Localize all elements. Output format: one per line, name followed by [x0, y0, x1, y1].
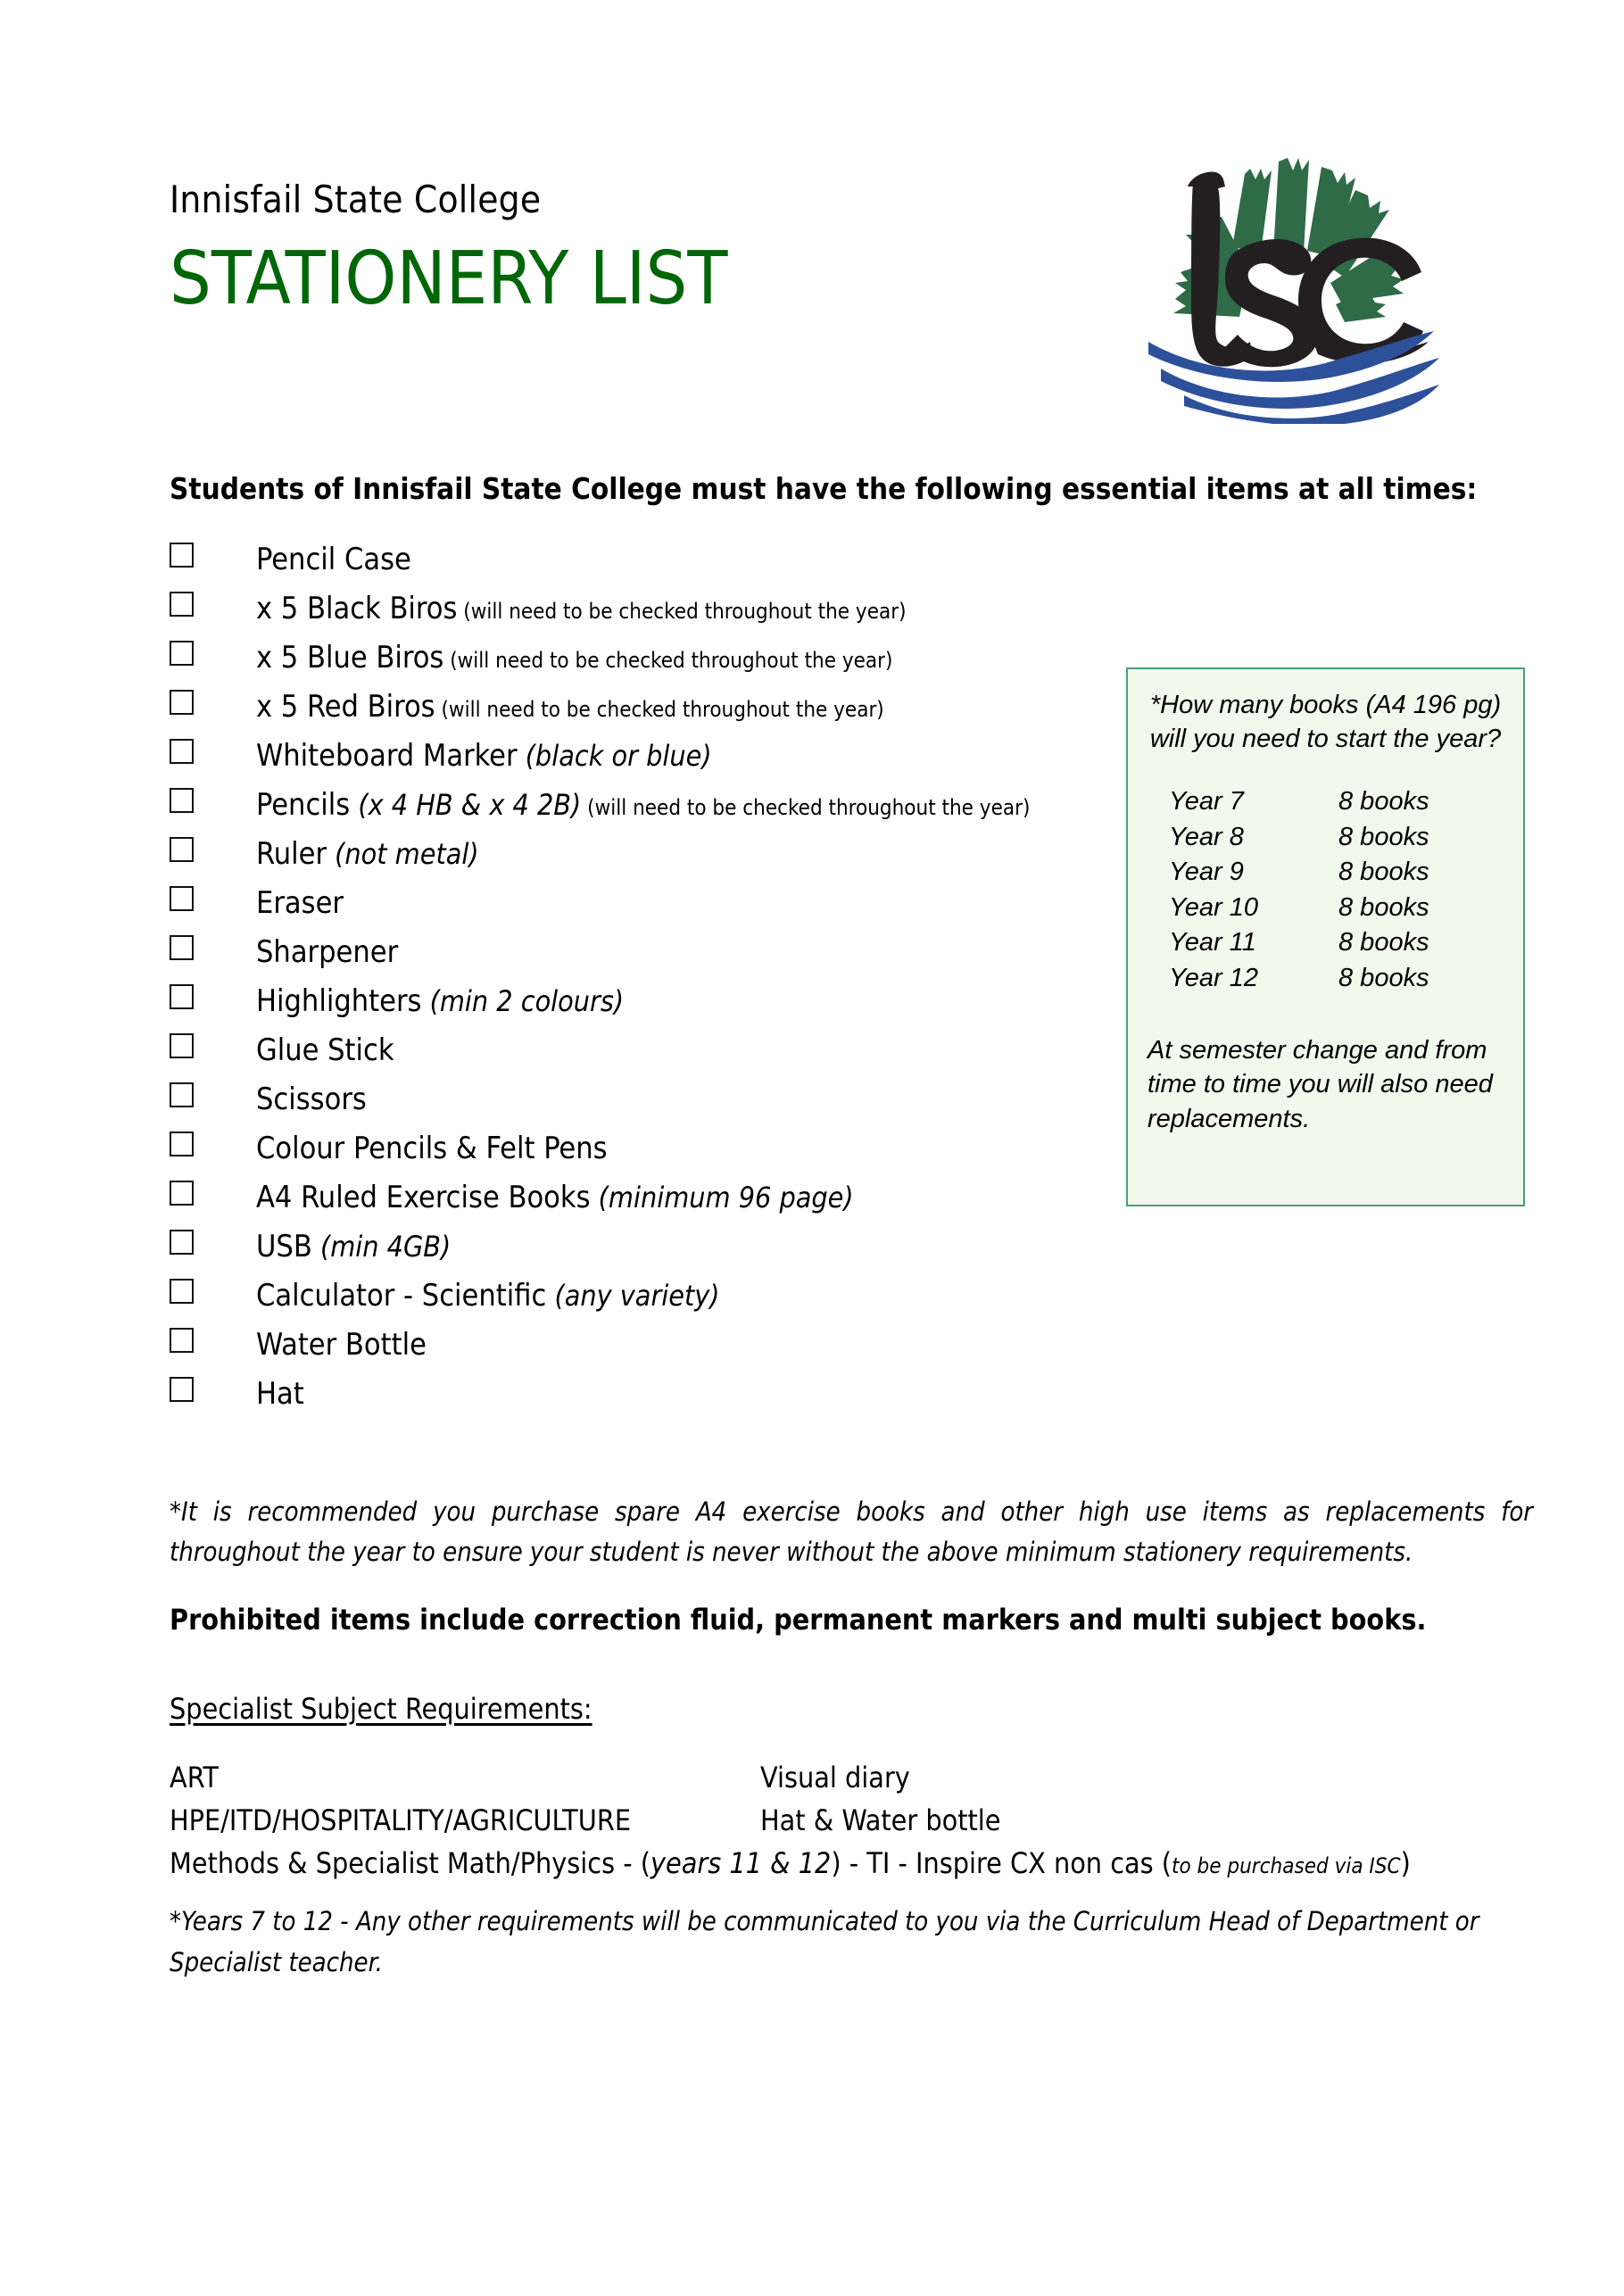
checklist-item-name: x 5 Blue Biros — [256, 640, 444, 676]
prohibited-items-line: Prohibited items include correction fluid, permanent markers and multi subject books. — [170, 1603, 1427, 1637]
checklist-item-name: Pencils — [256, 787, 351, 823]
checklist-item-label — [256, 977, 624, 1026]
specialist-subject-requirement: Hat & Water bottle — [760, 1803, 1001, 1837]
books-year-label: Year 7 — [1169, 787, 1244, 816]
checklist-item-name: Highlighters — [256, 983, 422, 1019]
checklist-item-name: Calculator - Scientific — [256, 1278, 547, 1314]
specialist-subject-row — [170, 1799, 1533, 1842]
specialist-math-years: years 11 & 12 — [650, 1846, 832, 1880]
checklist-item[interactable] — [170, 683, 1151, 732]
checklist-item-italic-note: (black or blue) — [517, 739, 712, 773]
checklist-item[interactable] — [170, 584, 1151, 634]
school-name: Innisfail State College — [170, 178, 542, 221]
books-count-value: 8 books — [1338, 858, 1429, 887]
checklist-item[interactable] — [170, 1124, 1151, 1173]
header-block — [170, 178, 1062, 322]
checklist-item-label — [256, 1075, 367, 1124]
checklist-item-label — [256, 830, 479, 879]
checklist-item-italic-note: (x 4 HB & x 4 2B) — [350, 788, 582, 822]
final-note: *Years 7 to 12 - Any other requirements will be communicated to you via the Curriculum Head of Department or Specialist teacher. — [170, 1906, 1479, 1978]
books-year-row — [1169, 891, 1509, 925]
checklist-item-italic-note: (not metal) — [327, 837, 479, 871]
checklist-item[interactable] — [170, 1370, 1151, 1419]
books-year-label: Year 8 — [1169, 822, 1244, 851]
checklist-item-name: Colour Pencils & Felt Pens — [256, 1131, 608, 1166]
checklist-item-name: USB — [256, 1229, 312, 1264]
checklist-item[interactable] — [170, 928, 1151, 977]
checklist-item-name: A4 Ruled Exercise Books — [256, 1180, 591, 1215]
checklist-item-label — [256, 683, 884, 734]
checklist-item-italic-note: (minimum 96 page) — [590, 1181, 854, 1214]
checklist-item[interactable] — [170, 1026, 1151, 1075]
checklist-item-name: Glue Stick — [256, 1032, 394, 1068]
checklist-item[interactable] — [170, 1075, 1151, 1124]
checklist-item[interactable] — [170, 634, 1151, 683]
recommendation-note: *It is recommended you purchase spare A4 exercise books and other high use items as replacements for throughout the year to ensure your student is never without the above minimum stationery requirements. — [170, 1496, 1533, 1567]
books-count-value: 8 books — [1338, 787, 1429, 816]
checkbox-icon[interactable] — [170, 592, 194, 617]
books-year-row — [1169, 784, 1509, 819]
checklist-item-name: Ruler — [256, 836, 327, 872]
checkbox-icon[interactable] — [170, 1131, 194, 1156]
checkbox-icon[interactable] — [170, 1328, 194, 1353]
books-count-value: 8 books — [1338, 963, 1429, 992]
checklist-item[interactable] — [170, 879, 1151, 928]
checkbox-icon[interactable] — [170, 1230, 194, 1255]
checklist-item[interactable] — [170, 535, 1151, 584]
checkbox-icon[interactable] — [170, 788, 194, 813]
books-year-row — [1169, 961, 1509, 996]
checklist-item-name: Pencil Case — [256, 542, 411, 577]
checklist-item-name: Eraser — [256, 885, 344, 921]
checklist-item[interactable] — [170, 732, 1151, 781]
books-year-label: Year 9 — [1169, 858, 1244, 887]
checklist-item-label — [256, 1321, 427, 1370]
checklist-item-italic-note: (min 2 colours) — [421, 984, 625, 1018]
books-count-value: 8 books — [1338, 892, 1429, 922]
books-count-value: 8 books — [1338, 928, 1429, 957]
checklist-item-label — [256, 1173, 854, 1223]
specialist-math-middle: ) - TI - Inspire CX non cas ( — [831, 1846, 1172, 1880]
books-count-value: 8 books — [1338, 822, 1429, 851]
books-year-row — [1169, 820, 1509, 855]
specialist-subject-heading: Specialist Subject Requirements: — [170, 1692, 592, 1726]
checklist-item-name: Scissors — [256, 1082, 367, 1117]
books-required-box — [1126, 667, 1525, 1206]
checklist-item[interactable] — [170, 1223, 1151, 1272]
checklist-item-label — [256, 1026, 394, 1075]
checkbox-icon[interactable] — [170, 1033, 194, 1058]
checklist-item-name: x 5 Black Biros — [256, 591, 458, 626]
checkbox-icon[interactable] — [170, 984, 194, 1009]
books-year-label: Year 12 — [1169, 963, 1258, 992]
checkbox-icon[interactable] — [170, 1377, 194, 1402]
checklist-item[interactable] — [170, 977, 1151, 1026]
books-year-row — [1169, 925, 1509, 960]
checklist-item-label — [256, 1370, 304, 1419]
checklist-item-small-note: (will need to be checked throughout the year) — [443, 648, 893, 673]
checkbox-icon[interactable] — [170, 690, 194, 715]
specialist-subject-list — [170, 1756, 1533, 1887]
checklist-item-small-note: (will need to be checked throughout the year) — [435, 697, 884, 722]
checkbox-icon[interactable] — [170, 641, 194, 666]
books-question: *How many books (A4 196 pg) will you need to start the year? — [1149, 691, 1502, 753]
checklist-item-label — [256, 1124, 608, 1173]
checklist-item-label — [256, 584, 907, 636]
checkbox-icon[interactable] — [170, 837, 194, 862]
page-title: STATIONERY LIST — [170, 236, 728, 322]
checkbox-icon[interactable] — [170, 935, 194, 960]
checkbox-icon[interactable] — [170, 886, 194, 911]
specialist-math-purchase-note: to be purchased via ISC — [1172, 1853, 1401, 1878]
specialist-subject-requirement: Visual diary — [760, 1761, 910, 1795]
checklist-item[interactable] — [170, 1173, 1151, 1223]
isc-logo — [1147, 147, 1441, 424]
checklist-item-label — [256, 535, 411, 584]
checklist-item-label — [256, 732, 712, 781]
checklist-item-name: x 5 Red Biros — [256, 689, 435, 725]
checklist-item[interactable] — [170, 830, 1151, 879]
checklist-item-label — [256, 928, 398, 977]
checklist-item-small-note: (will need to be checked throughout the year) — [457, 599, 907, 624]
checklist-item-label — [256, 1272, 720, 1321]
specialist-math-suffix: ) — [1400, 1846, 1411, 1880]
books-year-label: Year 11 — [1169, 928, 1256, 957]
checklist-item-italic-note: (min 4GB) — [311, 1230, 452, 1264]
checkbox-icon[interactable] — [170, 1082, 194, 1107]
checklist-item-label — [256, 781, 1030, 833]
checklist-item-name: Sharpener — [256, 934, 399, 970]
checklist-item-italic-note: (any variety) — [546, 1279, 720, 1313]
checklist-item-label — [256, 1223, 451, 1272]
checklist-item-label — [256, 879, 344, 928]
books-year-label: Year 10 — [1169, 892, 1258, 922]
specialist-subject-row — [170, 1756, 1533, 1799]
specialist-math-row — [170, 1842, 1533, 1887]
intro-line: Students of Innisfail State College must have the following essential items at all times: — [170, 471, 1478, 506]
checklist-item-small-note: (will need to be checked throughout the year) — [581, 795, 1031, 820]
specialist-subject-name: ART — [170, 1761, 219, 1795]
checkbox-icon[interactable] — [170, 1279, 194, 1304]
checkbox-icon[interactable] — [170, 739, 194, 764]
checklist-item[interactable] — [170, 1321, 1151, 1370]
books-year-row — [1169, 855, 1509, 890]
checklist-item[interactable] — [170, 1272, 1151, 1321]
specialist-math-prefix: Methods & Specialist Math/Physics - ( — [170, 1846, 650, 1880]
books-replacement-note: At semester change and from time to time you will also need replacements. — [1148, 1036, 1493, 1133]
checklist-item[interactable] — [170, 781, 1151, 830]
checklist-item-name: Whiteboard Marker — [256, 738, 518, 774]
books-year-table — [1142, 784, 1509, 996]
checklist-item-label — [256, 634, 892, 685]
essential-items-checklist — [170, 535, 1151, 1419]
checklist-item-name: Water Bottle — [256, 1327, 427, 1363]
specialist-subject-name: HPE/ITD/HOSPITALITY/AGRICULTURE — [170, 1803, 632, 1837]
checkbox-icon[interactable] — [170, 1181, 194, 1206]
checklist-item-name: Hat — [256, 1376, 304, 1412]
checkbox-icon[interactable] — [170, 543, 194, 568]
